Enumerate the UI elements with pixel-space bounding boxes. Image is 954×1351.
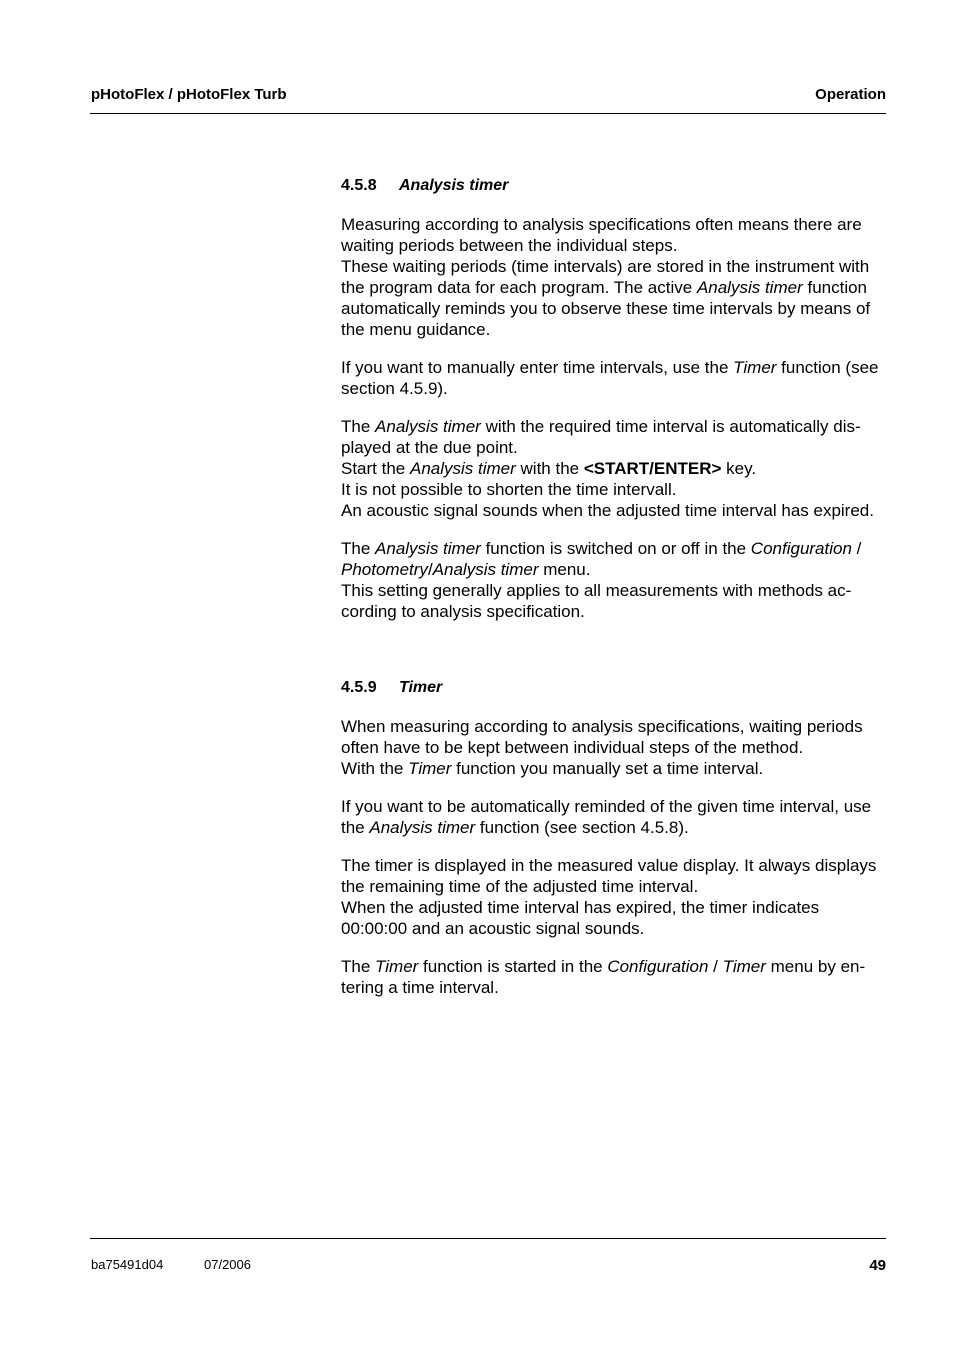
start-enter-key: <START/ENTER>: [583, 459, 722, 478]
running-header-title: pHotoFlex / pHotoFlex Turb: [91, 86, 287, 103]
header-divider: [90, 113, 886, 114]
paragraph-analysis-intro: Measuring according to analysis specifications often means there are waiting periods between the individual steps. These waiting periods (time intervals) are stored in the instrument with the program data for each program. The active Analysis timer function automatically reminds you to observe these time intervals by means of the menu guidance.: [341, 215, 871, 339]
running-header-chapter: Operation: [815, 86, 886, 103]
page-number: 49: [869, 1257, 886, 1274]
paragraph-analysis-display: The Analysis timer with the required time interval is automatically dis- played at the due point. Start the Analysis timer with the <START/ENTER> key. It is not possible to shorten the time intervall. An acoustic signal sounds when the adjusted time interval has expired.: [341, 417, 874, 520]
paragraph-timer-reminder: If you want to be automatically reminded of the given time interval, use the Analysis timer function (see section 4.5.8).: [341, 797, 872, 837]
paragraph-timer-intro: When measuring according to analysis specifications, waiting periods often have to be kept between individual steps of the method. With the Timer function you manually set a time interval.: [341, 717, 863, 778]
section-title: Analysis timer: [399, 177, 509, 194]
footer-date: 07/2006: [204, 1257, 251, 1272]
section-title: Timer: [399, 679, 443, 696]
footer-divider: [90, 1238, 886, 1239]
paragraph-timer-display: The timer is displayed in the measured value display. It always displays the remaining time of the adjusted time interval. When the adjusted time interval has expired, the timer indicates 00:00:00 and an acoustic signal sounds.: [341, 856, 877, 938]
paragraph-analysis-config: The Analysis timer function is switched on or off in the Configuration / Photometry/Analysis timer menu. This setting generally applies to all measurements with methods ac- cording to analysis specification.: [341, 539, 862, 621]
paragraph-timer-config: The Timer function is started in the Configuration / Timer menu by en- tering a time interval.: [341, 957, 866, 997]
footer-document-id: ba75491d04: [91, 1257, 164, 1272]
paragraph-manual-timer: If you want to manually enter time intervals, use the Timer function (see section 4.5.9).: [341, 358, 879, 398]
section-heading-analysis-timer: [341, 177, 508, 195]
section-number: 4.5.8: [341, 177, 377, 194]
section-number: 4.5.9: [341, 679, 377, 696]
section-heading-timer: [341, 679, 442, 697]
